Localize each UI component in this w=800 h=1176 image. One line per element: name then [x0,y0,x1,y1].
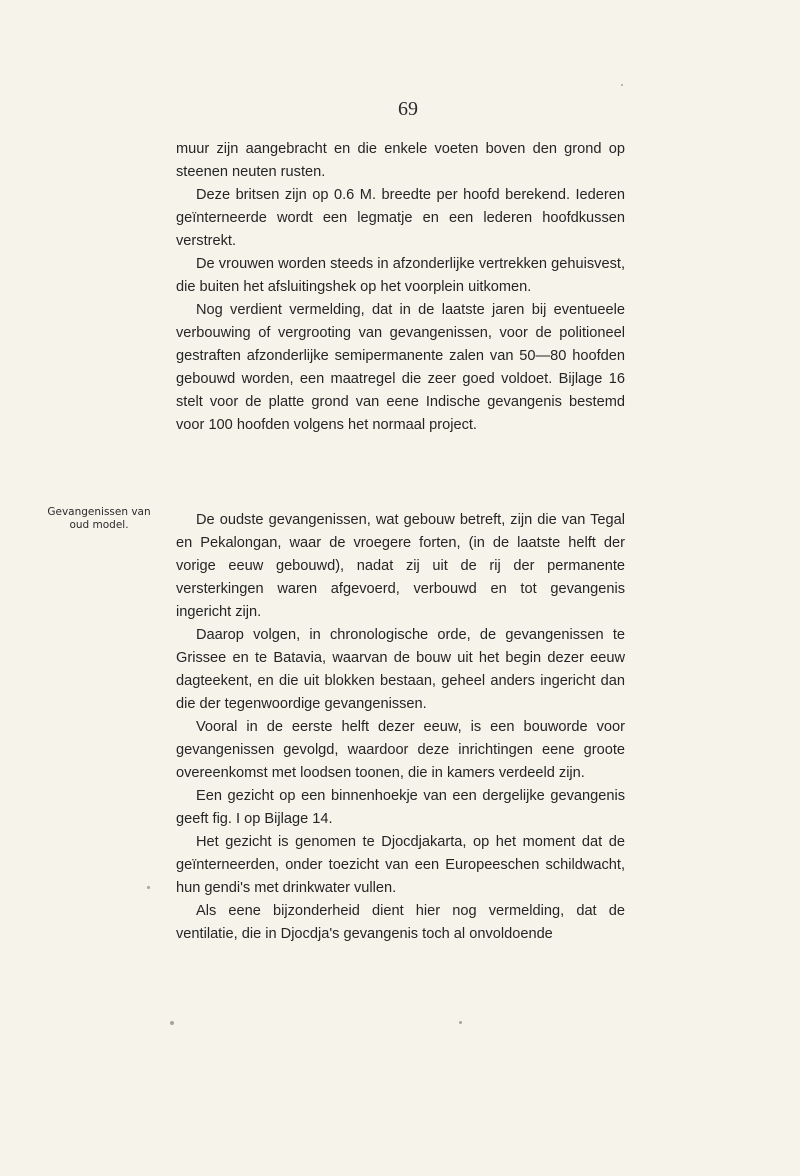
text-block-bottom [176,509,625,946]
paragraph: Deze britsen zijn op 0.6 M. breedte per hoofd berekend. Iederen geïnterneerde wordt een legmatje en een lederen hoofdkussen verstrekt. [176,187,625,249]
paragraph: Daarop volgen, in chronologische orde, de gevangenissen te Grissee en te Batavia, waarvan de bouw uit het begin dezer eeuw dagteekent, en die uit blokken bestaan, geheel anders ingericht dan die der tegenwoordige gevangenissen. [176,627,625,712]
paragraph: Nog verdient vermelding, dat in de laatste jaren bij eventueele verbouwing of vergrooting van gevangenissen, voor de politioneel gestraften afzonderlijke semipermanente zalen van 50—80 hoofden gebouwd worden, een maatregel die zeer goed voldoet. Bijlage 16 stelt voor de platte grond van eene Indische gevangenis bestemd voor 100 hoofden volgens het normaal project. [176,302,625,433]
scan-speck [621,84,623,86]
paragraph: Vooral in de eerste helft dezer eeuw, is een bouworde voor gevangenissen gevolgd, waardoor deze inrichtingen eene groote overeenkomst met loodsen toonen, die in kamers verdeeld zijn. [176,719,625,781]
page-number: 69 [398,98,418,120]
text-block-top [176,138,625,437]
scan-speck [170,1021,174,1025]
scan-speck [459,1021,462,1024]
margin-note: Gevangenissen van oud model. [47,506,151,531]
paragraph: De vrouwen worden steeds in afzonderlijke vertrekken gehuisvest, die buiten het afsluitingshek op het voorplein uitkomen. [176,256,625,295]
paragraph: muur zijn aangebracht en die enkele voeten boven den grond op steenen neuten rusten. [176,141,625,180]
paragraph: Als eene bijzonderheid dient hier nog vermelding, dat de ventilatie, die in Djocdja's gevangenis toch al onvoldoende [176,903,625,942]
scan-speck [147,886,150,889]
paragraph: Een gezicht op een binnenhoekje van een dergelijke gevangenis geeft fig. I op Bijlage 14. [176,788,625,827]
paragraph: De oudste gevangenissen, wat gebouw betreft, zijn die van Tegal en Pekalongan, waar de vroegere forten, (in de laatste helft der vorige eeuw gebouwd), nadat zij uit de rij der permanente versterkingen waren afgevoerd, verbouwd en tot gevangenis ingericht zijn. [176,512,625,620]
paragraph: Het gezicht is genomen te Djocdjakarta, op het moment dat de geïnterneerden, onder toezicht van een Europeeschen schildwacht, hun gendi's met drinkwater vullen. [176,834,625,896]
